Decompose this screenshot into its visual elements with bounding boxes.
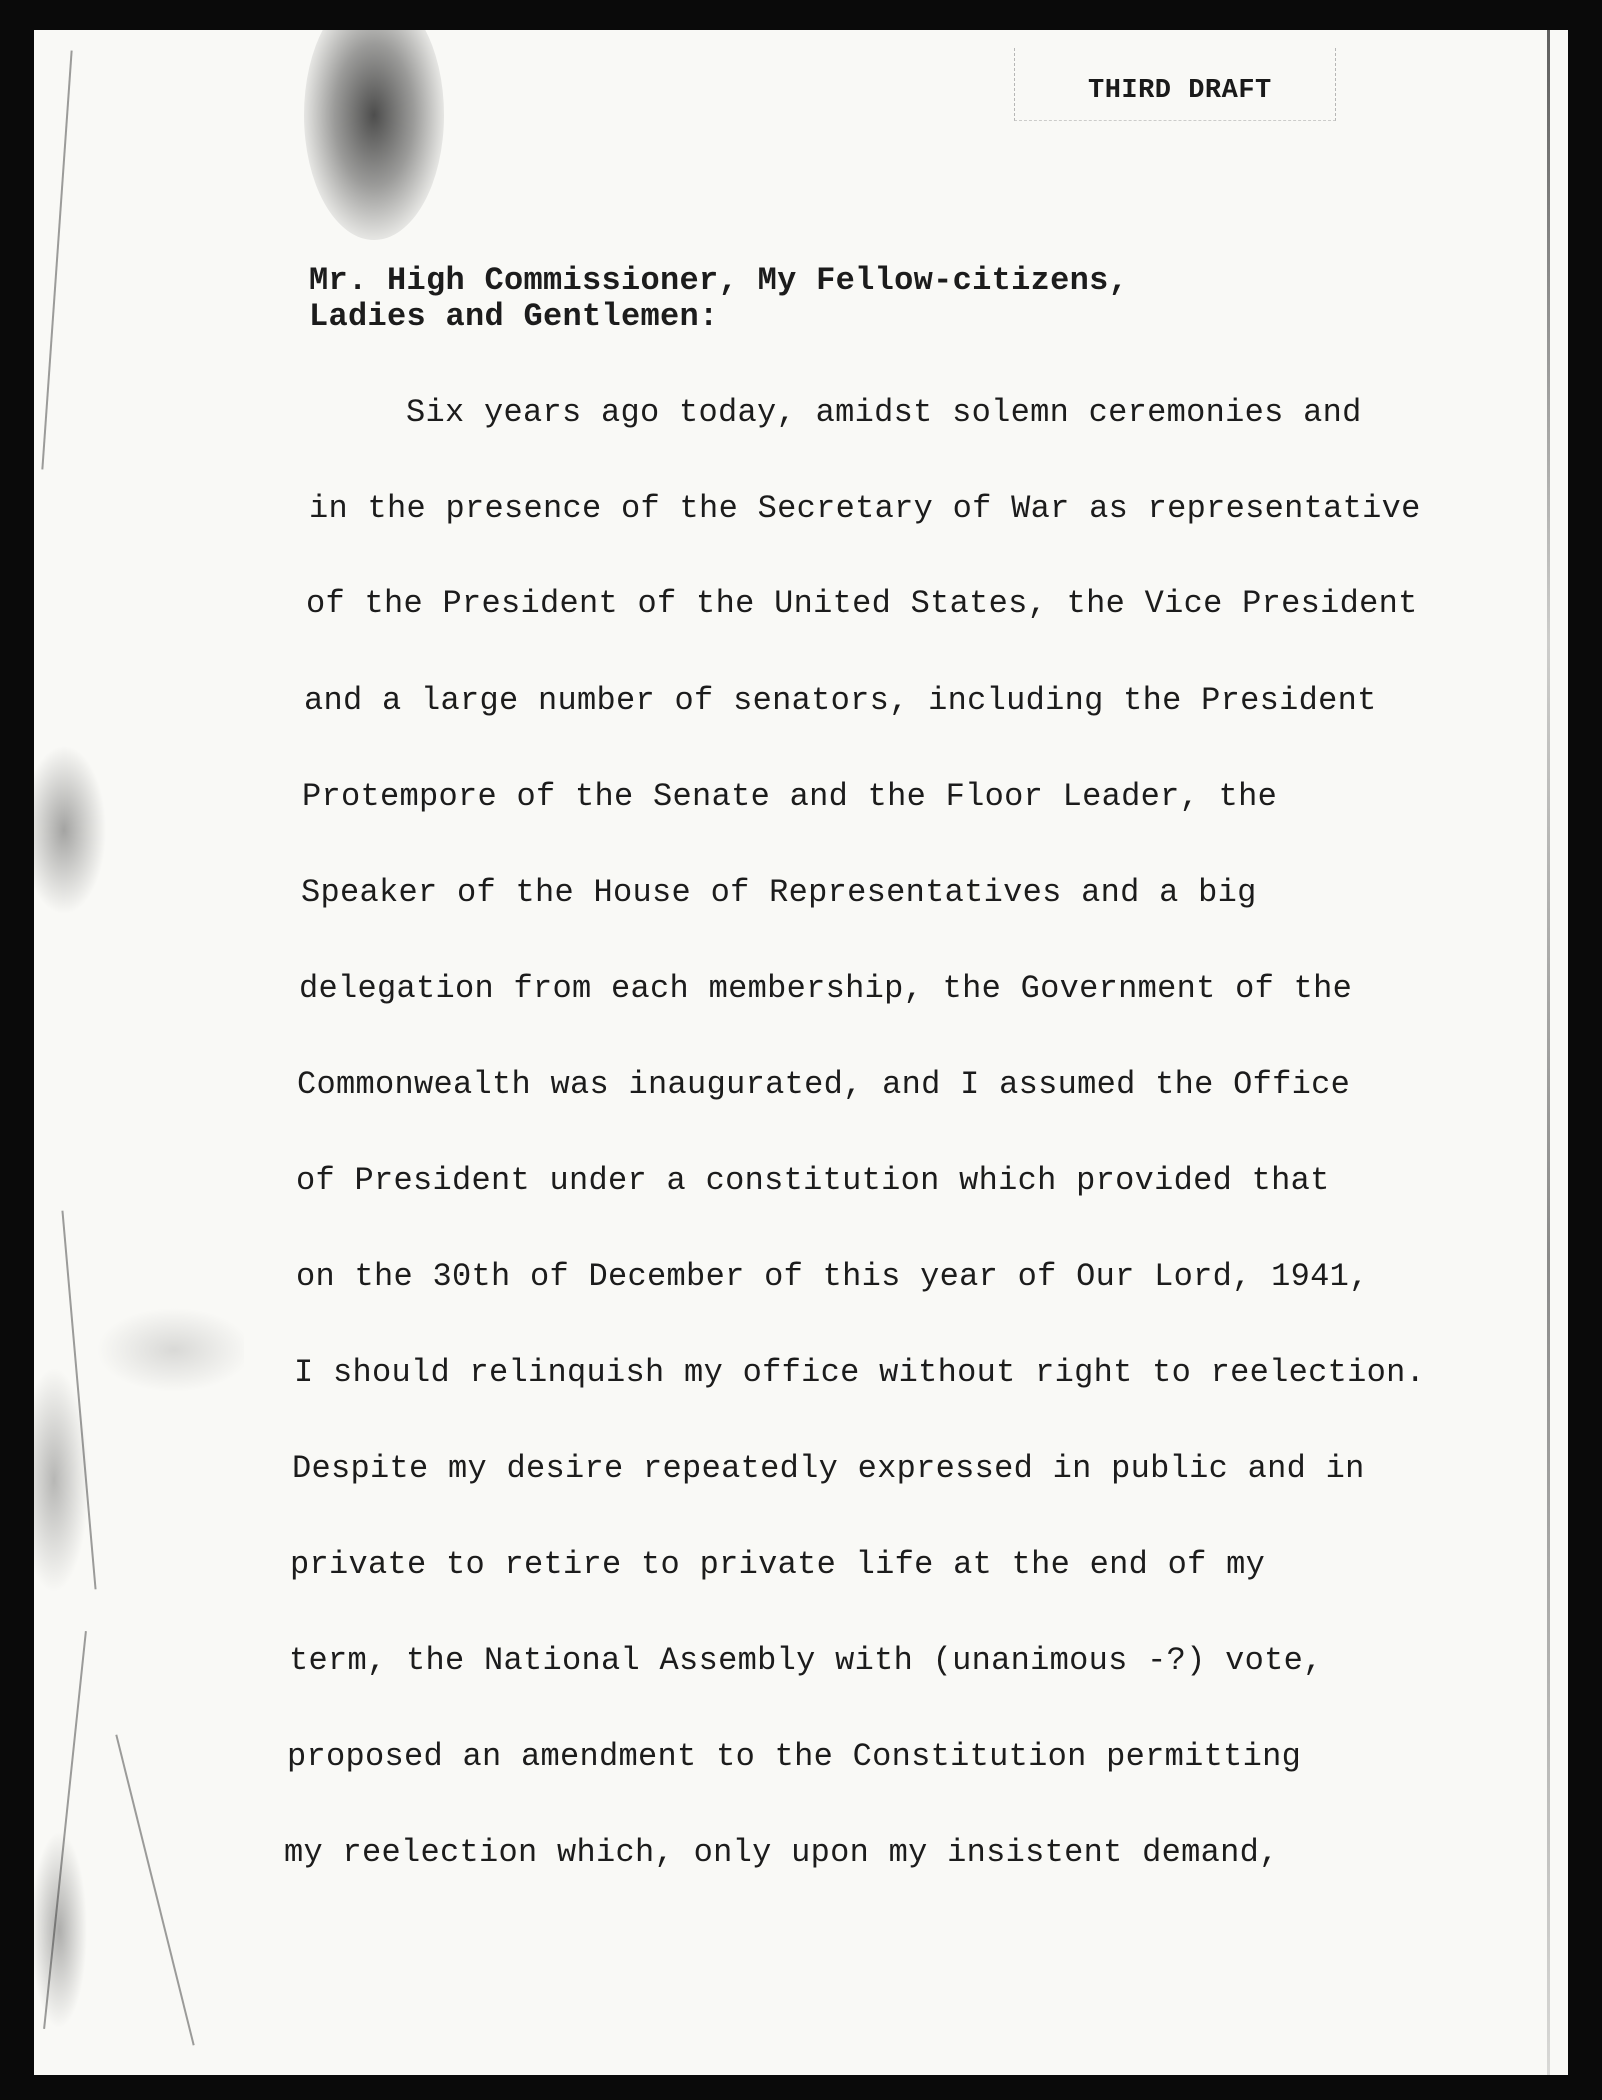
body-line: proposed an amendment to the Constitution permitting <box>287 1738 1302 1775</box>
scan-edge-damage <box>34 30 244 2075</box>
body-line: Protempore of the Senate and the Floor Leader, the <box>302 778 1278 815</box>
body-line: my reelection which, only upon my insistent demand, <box>284 1834 1279 1871</box>
body-line: Six years ago today, amidst solemn ceremonies and <box>406 394 1362 431</box>
body-line: Despite my desire repeatedly expressed in public and in <box>292 1450 1365 1487</box>
salutation-line: Mr. High Commissioner, My Fellow-citizens, <box>309 262 1129 299</box>
body-line: of President under a constitution which provided that <box>296 1162 1330 1199</box>
body-line: private to retire to private life at the end of my <box>290 1546 1266 1583</box>
body-line: on the 30th of December of this year of Our Lord, 1941, <box>296 1258 1369 1295</box>
salutation-line: Ladies and Gentlemen: <box>309 298 719 335</box>
body-line: I should relinquish my office without right to reelection. <box>294 1354 1426 1391</box>
draft-label: THIRD DRAFT <box>1088 76 1272 106</box>
body-line: Speaker of the House of Representatives and a big <box>301 874 1257 911</box>
body-line: Commonwealth was inaugurated, and I assumed the Office <box>297 1066 1351 1103</box>
page-right-edge <box>1547 30 1550 2075</box>
body-line: term, the National Assembly with (unanimous -?) vote, <box>289 1642 1323 1679</box>
body-line: delegation from each membership, the Government of the <box>299 970 1353 1007</box>
body-line: of the President of the United States, the Vice President <box>306 585 1418 622</box>
body-line: in the presence of the Secretary of War as representative <box>309 490 1421 527</box>
ink-smudge <box>304 30 444 240</box>
body-line: and a large number of senators, including the President <box>304 682 1377 719</box>
document-page <box>34 30 1568 2075</box>
